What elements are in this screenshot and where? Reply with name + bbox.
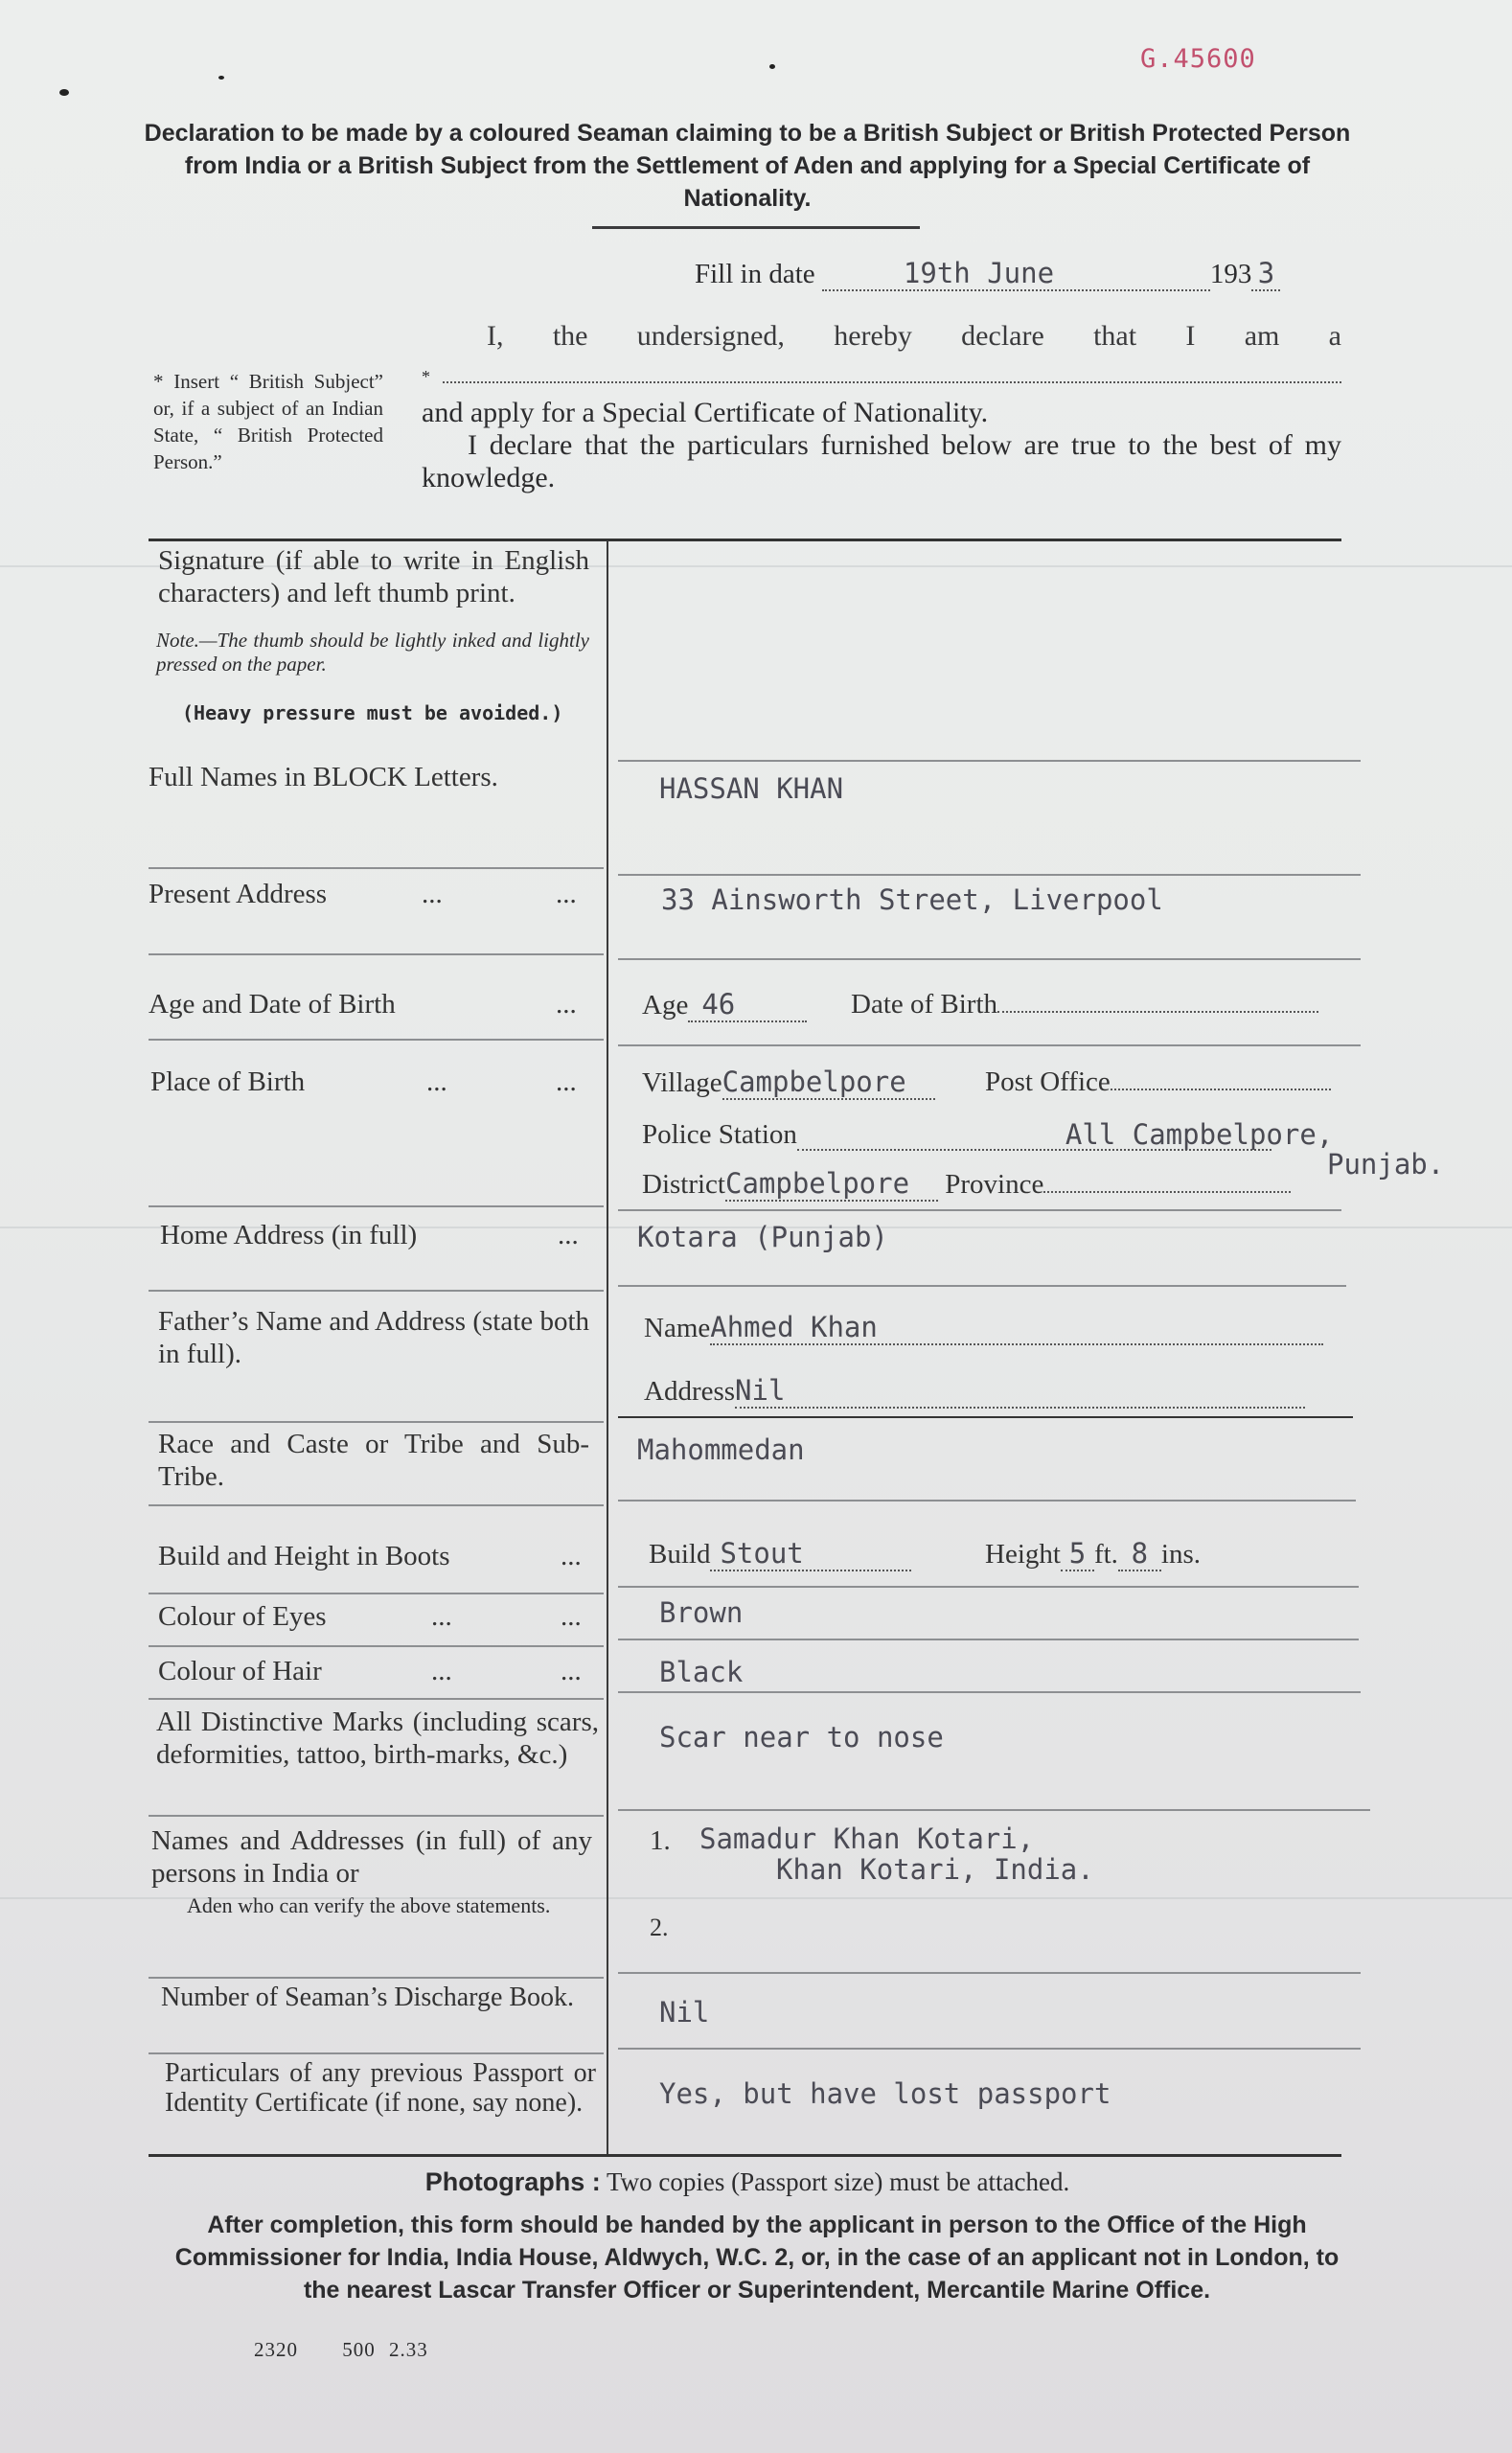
declaration-line-3: I declare that the particulars furnished below are true to the best of my knowledge.	[422, 429, 1341, 493]
fill-in-date-label: Fill in date	[695, 259, 815, 289]
father-label: Father’s Name and Address (state both in full).	[158, 1306, 589, 1369]
police-station-label: Police Station	[642, 1119, 797, 1150]
build-field[interactable]	[649, 1537, 911, 1571]
reference-2-number: 2.	[650, 1914, 669, 1941]
inches-unit: ins.	[1160, 1539, 1201, 1570]
village-value: Campbelpore	[722, 1066, 935, 1100]
build-label: Build	[649, 1539, 711, 1570]
eyes-label: Colour of Eyes	[158, 1601, 327, 1632]
leader-dots: ...	[556, 1066, 577, 1097]
inches-value: 8	[1118, 1537, 1161, 1571]
discharge-book-value[interactable]: Nil	[659, 1996, 710, 2029]
ink-speck	[769, 64, 775, 69]
row-divider	[618, 1691, 1361, 1693]
leader-dots: ...	[561, 1601, 582, 1632]
police-station-field[interactable]	[642, 1118, 1334, 1151]
dob-field[interactable]	[851, 988, 1318, 1020]
leader-dots: ...	[431, 1601, 452, 1632]
row-divider	[618, 1416, 1353, 1418]
column-divider	[607, 540, 608, 2154]
row-divider	[149, 1698, 604, 1700]
reference-1-line-2[interactable]: Khan Kotari, India.	[776, 1853, 1094, 1886]
post-office-label: Post Office	[985, 1066, 1111, 1097]
discharge-book-label: Number of Seaman’s Discharge Book.	[161, 1983, 575, 2012]
leader-dots: ...	[558, 1220, 579, 1250]
village-label: Village	[642, 1067, 722, 1098]
present-address-label: Present Address	[149, 879, 328, 909]
race-value[interactable]: Mahommedan	[637, 1433, 805, 1466]
form-heading: Declaration to be made by a coloured Seaman claiming to be a British Subject or British Protected Person from India or a British Subject from the Settlement of Aden and applying for a Special Certificate of Nationality.	[144, 120, 1351, 212]
status-blank	[443, 360, 1341, 383]
leader-dots: ...	[431, 1656, 452, 1686]
row-divider	[149, 2052, 604, 2054]
row-divider	[618, 1209, 1341, 1211]
father-address-label: Address	[644, 1376, 736, 1407]
year-prefix: 193	[1209, 259, 1252, 289]
table-bottom-rule	[149, 2154, 1341, 2157]
signature-warning: (Heavy pressure must be avoided.)	[182, 701, 563, 724]
year-suffix[interactable]: 3	[1251, 257, 1280, 291]
present-address-value[interactable]: 33 Ainsworth Street, Liverpool	[661, 883, 1163, 916]
reference-number: G.45600	[1140, 44, 1256, 74]
fill-in-date	[695, 257, 1280, 291]
age-value: 46	[688, 988, 807, 1022]
post-office-blank	[1111, 1066, 1331, 1090]
district-field[interactable]	[642, 1167, 1291, 1202]
home-address-label: Home Address (in full)	[160, 1220, 418, 1250]
row-divider	[618, 1500, 1356, 1502]
full-names-value[interactable]: HASSAN KHAN	[659, 772, 844, 805]
feet-value: 5	[1061, 1537, 1094, 1571]
row-divider	[149, 1290, 604, 1292]
declaration	[422, 320, 1341, 494]
row-divider	[149, 1645, 604, 1647]
home-address-value[interactable]: Kotara (Punjab)	[637, 1221, 888, 1253]
reference-1-number: 1.	[650, 1825, 671, 1856]
father-name-value: Ahmed Khan	[710, 1311, 1323, 1345]
signature-label: Signature (if able to write in English characters) and left thumb print.	[158, 545, 589, 608]
previous-passport-value[interactable]: Yes, but have lost passport	[659, 2077, 1111, 2110]
height-label: Height	[985, 1539, 1061, 1570]
date-value: 19th June	[903, 257, 1055, 289]
marks-value[interactable]: Scar near to nose	[659, 1721, 944, 1754]
margin-note: * Insert “ British Subject” or, if a subject of an Indian State, “ British Protected Person.”	[153, 370, 383, 473]
printer-imprint	[254, 2338, 428, 2362]
province-label: Province	[945, 1169, 1044, 1200]
village-field[interactable]	[642, 1066, 935, 1100]
row-divider	[618, 1044, 1361, 1046]
heading-rule	[592, 226, 920, 229]
ink-speck	[59, 89, 69, 96]
asterisk-marker: *	[422, 367, 430, 386]
dob-label: Date of Birth	[851, 989, 998, 1020]
father-address-value: Nil	[735, 1374, 1305, 1409]
police-station-value: All Campbelpore,	[1065, 1118, 1334, 1151]
references-label: Names and Addresses (in full) of any persons in India or	[151, 1825, 592, 1889]
height-field[interactable]	[985, 1537, 1201, 1571]
father-address-field[interactable]	[644, 1374, 1305, 1409]
row-divider	[149, 1815, 604, 1817]
printer-date: 2.33	[389, 2338, 428, 2361]
submission-instructions: After completion, this form should be handed by the applicant in person to the Office of the High Commissioner for India, India House, Aldwych, W.C. 2, or, in the case of an applicant not in London, to the nearest Lascar Transfer Officer or Superintendent, Mercantile Marine Office.	[174, 2212, 1340, 2304]
post-office-field[interactable]	[985, 1066, 1331, 1098]
signature-note: Note.—The thumb should be lightly inked and lightly pressed on the paper.	[156, 629, 589, 676]
feet-unit: ft.	[1093, 1539, 1118, 1570]
leader-dots: ...	[561, 1656, 582, 1686]
references-label-continued: Aden who can verify the above statements.	[187, 1893, 551, 1917]
full-names-label: Full Names in BLOCK Letters.	[149, 762, 498, 792]
photographs-note	[153, 2167, 1341, 2197]
row-divider	[618, 874, 1361, 876]
age-dob-label: Age and Date of Birth	[149, 989, 396, 1020]
age-label: Age	[642, 990, 689, 1020]
leader-dots: ...	[422, 879, 443, 909]
eyes-value[interactable]: Brown	[659, 1596, 744, 1629]
row-divider	[618, 760, 1361, 762]
leader-dots: ...	[561, 1541, 582, 1571]
marks-label: All Distinctive Marks (including scars, deformities, tattoo, birth-marks, &c.)	[156, 1707, 599, 1770]
dob-blank	[997, 988, 1318, 1013]
row-divider	[618, 1972, 1361, 1974]
hair-label: Colour of Hair	[158, 1656, 322, 1686]
father-name-label: Name	[644, 1313, 711, 1343]
signature-box[interactable]	[618, 546, 1356, 752]
declaration-line-1: I, the undersigned, hereby declare that I am a	[487, 320, 1341, 352]
ink-speck	[218, 76, 224, 80]
leader-dots: ...	[426, 1066, 447, 1097]
father-name-field[interactable]	[644, 1311, 1323, 1345]
district-value: Campbelpore	[725, 1167, 938, 1202]
row-divider	[618, 1809, 1370, 1811]
row-divider	[618, 1586, 1359, 1588]
race-label: Race and Caste or Tribe and Sub-Tribe.	[158, 1429, 589, 1492]
row-divider	[149, 1504, 604, 1506]
photographs-text: Two copies (Passport size) must be attached.	[607, 2167, 1070, 2196]
build-value: Stout	[710, 1537, 911, 1571]
build-height-label: Build and Height in Boots	[158, 1541, 450, 1571]
age-field[interactable]	[642, 988, 807, 1022]
row-divider	[618, 1285, 1346, 1287]
row-divider	[149, 1205, 604, 1207]
printer-quantity: 500	[342, 2338, 376, 2361]
printer-code: 2320	[254, 2338, 298, 2361]
police-station-line	[797, 1118, 1334, 1151]
row-divider	[149, 953, 604, 955]
province-blank	[1043, 1168, 1291, 1193]
row-divider	[618, 958, 1361, 960]
police-station-value-2: Punjab.	[1327, 1148, 1445, 1181]
row-divider	[149, 867, 604, 869]
previous-passport-label: Particulars of any previous Passport or Identity Certificate (if none, say none).	[165, 2058, 596, 2118]
date-field[interactable]	[822, 257, 1210, 291]
place-of-birth-label: Place of Birth	[150, 1066, 306, 1097]
row-divider	[149, 1977, 604, 1979]
leader-dots: ...	[556, 879, 577, 909]
row-divider	[149, 1421, 604, 1423]
table-top-rule	[149, 539, 1341, 541]
declaration-line-2: and apply for a Special Certificate of Nationality.	[422, 397, 989, 428]
row-divider	[149, 1593, 604, 1594]
hair-value[interactable]: Black	[659, 1656, 744, 1688]
status-field[interactable]	[422, 360, 1341, 389]
leader-dots: ...	[556, 989, 577, 1020]
row-divider	[618, 2048, 1361, 2050]
reference-1-line-1[interactable]: Samadur Khan Kotari,	[699, 1823, 1035, 1855]
row-divider	[618, 1639, 1359, 1640]
row-divider	[149, 1039, 604, 1041]
photographs-label: Photographs :	[424, 2167, 601, 2196]
district-label: District	[642, 1169, 725, 1200]
